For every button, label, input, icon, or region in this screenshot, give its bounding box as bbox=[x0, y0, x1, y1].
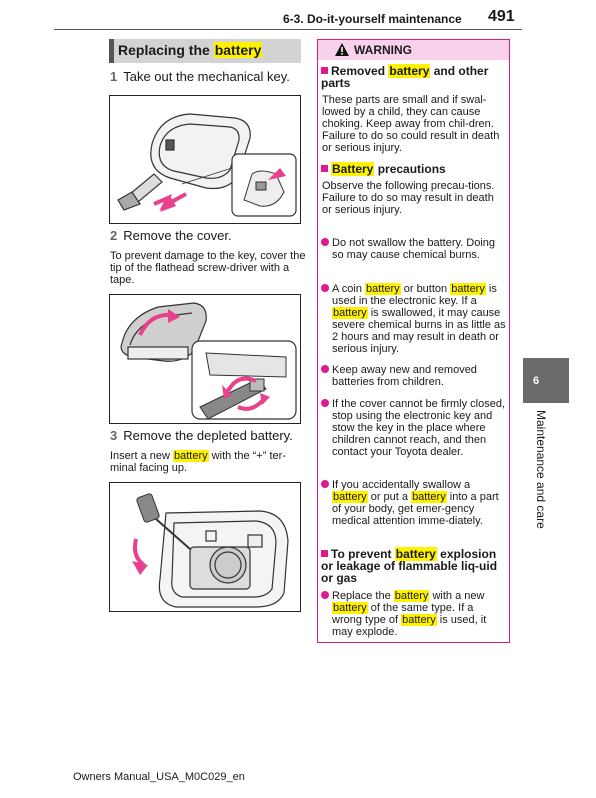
step-1: 1 Take out the mechanical key. bbox=[110, 69, 290, 84]
heading-bar bbox=[109, 39, 114, 63]
header-rule bbox=[54, 29, 522, 30]
warning-bullet-accidental: If you accidentally swallow a battery or put a battery into a part of your body, get emer-gency medical attention imme-diately. bbox=[321, 479, 506, 527]
page-number: 491 bbox=[488, 8, 515, 25]
warning-text-small-parts: These parts are small and if swal-lowed by a child, they can cause choking. Keep away from chil-dren. Failure to do so could result in death or serious injury. bbox=[322, 94, 500, 154]
warning-bullet-coin-battery: A coin battery or button battery is used in the electronic key. If a battery is swallowed, it may cause severe chemical burns in as little as 2 hours and may result in death or serious injury. bbox=[321, 283, 506, 355]
warning-bullet-swallow: Do not swallow the battery. Doing so may cause chemical burns. bbox=[321, 237, 506, 261]
step-3-note: Insert a new battery with the “+” ter-minal facing up. bbox=[110, 450, 286, 474]
warning-icon bbox=[334, 42, 350, 57]
step-2: 2 Remove the cover. bbox=[110, 228, 232, 243]
figure-mechanical-key bbox=[109, 95, 301, 224]
page-title: Replacing the battery bbox=[118, 42, 262, 58]
figure-remove-battery bbox=[109, 482, 301, 612]
chapter-number: 6 bbox=[533, 375, 540, 387]
section-title: 6-3. Do-it-yourself maintenance bbox=[283, 12, 462, 26]
warning-bullet-replace: Replace the battery with a new battery of the same type. If a wrong type of battery is used, it may explode. bbox=[321, 590, 506, 638]
chapter-label: Maintenance and care bbox=[534, 410, 548, 529]
footer-text: Owners Manual_USA_M0C029_en bbox=[73, 771, 245, 783]
warning-text-precautions: Observe the following precau-tions. Failure to do so may result in death or serious injury. bbox=[322, 180, 495, 216]
step-2-note: To prevent damage to the key, cover the tip of the flathead screw-driver with a tape. bbox=[110, 250, 306, 286]
step-3: 3 Remove the depleted battery. bbox=[110, 428, 293, 443]
figure-remove-cover bbox=[109, 294, 301, 424]
warning-heading-battery-precautions: Battery precautions bbox=[321, 163, 507, 175]
warning-title: WARNING bbox=[354, 43, 412, 57]
warning-bullet-keep-away: Keep away new and removed batteries from children. bbox=[321, 364, 506, 388]
warning-heading-removed-parts: Removed battery and other parts bbox=[321, 64, 489, 90]
warning-heading-explosion: To prevent battery explosion or leakage of flammable liq-uid or gas bbox=[321, 547, 498, 585]
warning-bullet-cover: If the cover cannot be firmly closed, stop using the electronic key and stow the key in the place where children cannot reach, and then contact your Toyota dealer. bbox=[321, 398, 506, 458]
chapter-tab bbox=[523, 358, 569, 403]
